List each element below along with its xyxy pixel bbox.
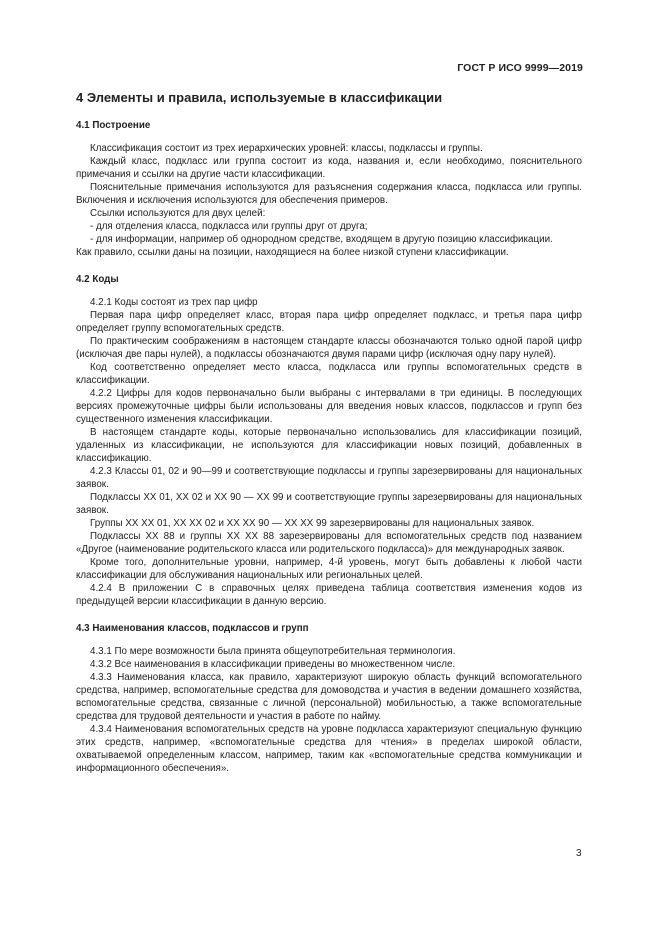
subsection-title-4-3: 4.3 Наименования классов, подклассов и групп <box>76 623 309 634</box>
paragraph: Кроме того, дополнительные уровни, например, 4-й уровень, могут быть добавлены к любой части классификации для обслуживания национальных или региональных целей. <box>76 557 582 581</box>
paragraph: 4.2.4 В приложении С в справочных целях приведена таблица соответствия изменения кодов из предыдущей версии классификации в данную версию. <box>76 583 582 607</box>
paragraph: Подклассы XX 88 и группы XX XX 88 зарезервированы для вспомогательных средств под названием «Другое (наименование родительского класса или родительского подкласса)» для международных заявок. <box>76 531 582 555</box>
paragraph: В настоящем стандарте коды, которые первоначально использовались для классификации позиций, удаленных из классификации, не используются для классификации новых позиций, добавленных в классификацию. <box>76 427 582 464</box>
paragraph: Группы XX XX 01, XX XX 02 и XX XX 90 — XX XX 99 зарезервированы для национальных заявок. <box>90 518 535 529</box>
list-item: - для отделения класса, подкласса или группы друг от друга; <box>90 221 368 232</box>
paragraph: 4.3.3 Наименования класса, как правило, характеризуют широкую область функций вспомогательного средства, например, вспомогательные средства для домоводства и участия в ведении домашнего хозяйства, вспомогательные средства, связанные с личной (персональной) мобильностью, а также вспомогательные средства для трудовой деятельности и участия в работе по найму. <box>76 672 582 722</box>
paragraph: 4.2.2 Цифры для кодов первоначально были выбраны с интервалами в три единицы. В последующих версиях промежуточные цифры были использованы для введения новых классов, подклассов и групп без существенного изменения классификации. <box>76 388 582 425</box>
list-item: - для информации, например об однородном средстве, входящем в другую позицию классификации. <box>90 234 553 245</box>
document-body <box>76 89 582 775</box>
paragraph: Каждый класс, подкласс или группа состоит из кода, названия и, если необходимо, пояснительного примечания и ссылки на другие части классификации. <box>76 156 582 180</box>
paragraph: 4.2.1 Коды состоят из трех пар цифр <box>90 297 258 308</box>
paragraph: По практическим соображениям в настоящем стандарте классы обозначаются только одной парой цифр (исключая две пары нулей), а подклассы обозначаются двумя парами цифр (исключая одну пару нулей). <box>76 336 582 360</box>
section-title: 4 Элементы и правила, используемые в классификации <box>76 90 443 105</box>
document-header: ГОСТ Р ИСО 9999—2019 <box>457 62 583 74</box>
paragraph: Как правило, ссылки даны на позиции, находящиеся на более низкой ступени классификации. <box>76 247 509 258</box>
paragraph: Код соответственно определяет место класса, подкласса или группы вспомогательных средств в классификации. <box>76 362 582 386</box>
subsection-title-4-1: 4.1 Построение <box>76 120 151 131</box>
paragraph: Ссылки используются для двух целей: <box>90 208 266 219</box>
paragraph: Первая пара цифр определяет класс, вторая пара цифр определяет подкласс, и третья пара цифр определяет группу вспомогательных средств. <box>76 310 582 334</box>
paragraph: Пояснительные примечания используются для разъяснения содержания класса, подкласса или группы. Включения и исключения используются для обеспечения примеров. <box>76 182 582 206</box>
paragraph: 4.3.4 Наименования вспомогательных средств на уровне подкласса характеризуют специальную функцию этих средств, например, «вспомогательные средства для чтения» в пределах широкой области, охватываемой определенным классом, например, таким как «вспомогательные средства коммуникации и информационного обеспечения». <box>76 724 582 774</box>
paragraph: 4.3.1 По мере возможности была принята общеупотребительная терминология. <box>90 646 456 657</box>
paragraph: Подклассы XX 01, XX 02 и XX 90 — XX 99 и соответствующие группы зарезервированы для национальных заявок. <box>76 492 582 516</box>
paragraph: 4.2.3 Классы 01, 02 и 90—99 и соответствующие подклассы и группы зарезервированы для национальных заявок. <box>76 466 582 490</box>
subsection-title-4-2: 4.2 Коды <box>76 274 119 285</box>
page-number: 3 <box>576 848 582 859</box>
paragraph: Классификация состоит из трех иерархических уровней: классы, подклассы и группы. <box>90 143 483 154</box>
paragraph: 4.3.2 Все наименования в классификации приведены во множественном числе. <box>90 659 456 670</box>
